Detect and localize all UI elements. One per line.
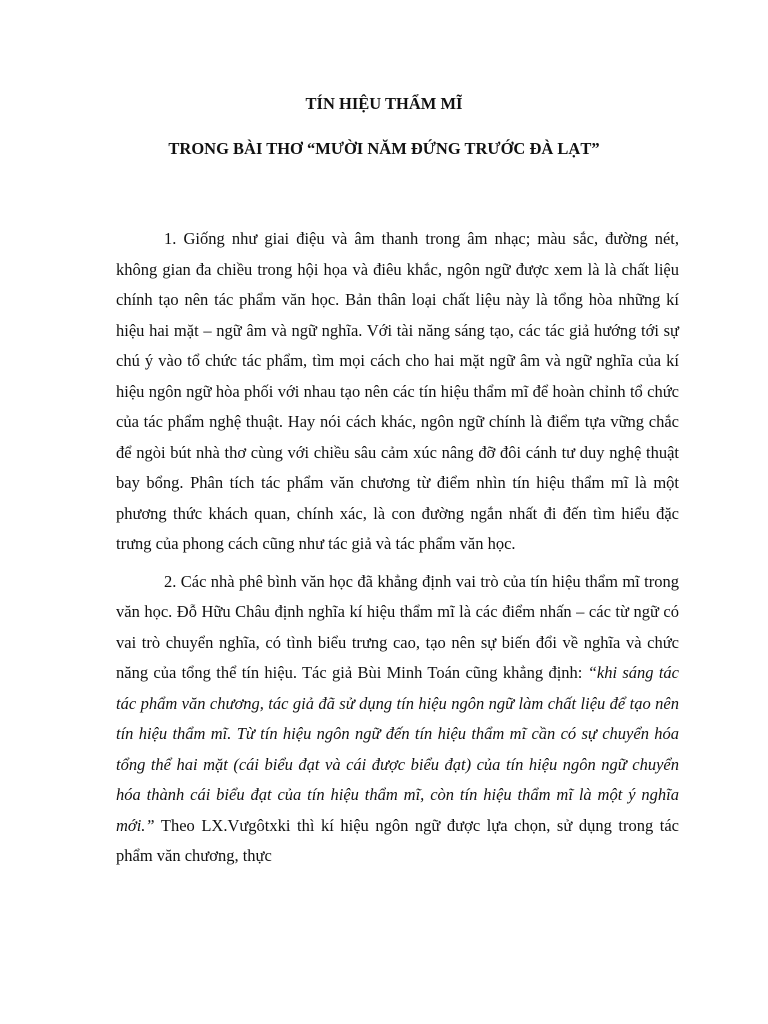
paragraph-1: 1. Giống như giai điệu và âm thanh trong âm nhạc; màu sắc, đường nét, không gian đa chiều trong hội họa và điêu khắc, ngôn ngữ được xem là là chất liệu chính tạo nên tác phẩm văn học. Bản thân loại chất liệu này là tổng hòa những kí hiệu hai mặt – ngữ âm và ngữ nghĩa. Với tài năng sáng tạo, các tác giả hướng tới sự chú ý vào tổ chức tác phẩm, tìm mọi cách cho hai mặt ngữ âm và ngữ nghĩa của kí hiệu ngôn ngữ hòa phối với nhau tạo nên các tín hiệu thẩm mĩ để hoàn chỉnh tổ chức của tác phẩm nghệ thuật. Hay nói cách khác, ngôn ngữ chính là điểm tựa vững chắc để ngòi bút nhà thơ cùng với chiều sâu cảm xúc nâng đỡ đôi cánh tư duy nghệ thuật bay bổng. Phân tích tác phẩm văn chương từ điểm nhìn tín hiệu thẩm mĩ là một phương thức khách quan, chính xác, là con đường ngắn nhất đi đến tìm hiểu đặc trưng của phong cách cũng như tác giả và tác phẩm văn học. [116, 229, 679, 553]
paragraph-2-continuation: Theo LX.Vưgôtxki thì kí hiệu ngôn ngữ được lựa chọn, sử dụng trong tác phẩm văn chương, thực [116, 815, 679, 865]
document-title: TÍN HIỆU THẨM MĨ [305, 94, 463, 113]
paragraph-2-intro: 2. Các nhà phê bình văn học đã khẳng định vai trò của tín hiệu thẩm mĩ trong văn học. Đỗ Hữu Châu định nghĩa kí hiệu thẩm mĩ là các điểm nhấn – các từ ngữ có vai trò chuyển nghĩa, có tình biểu trưng cao, tạo nên sự biến đổi về nghĩa và chức năng của tổng thể tín hiệu. Tác giả Bùi Minh Toán cũng khẳng định: [116, 571, 679, 682]
document-body [116, 224, 679, 872]
document-subtitle: TRONG BÀI THƠ “MƯỜI NĂM ĐỨNG TRƯỚC ĐÀ LẠT” [168, 139, 600, 158]
paragraph-2-quote: “khi sáng tác tác phẩm văn chương, tác giả đã sử dụng tín hiệu ngôn ngữ làm chất liệu để tạo nên tín hiệu thẩm mĩ. Từ tín hiệu ngôn ngữ đến tín hiệu thẩm mĩ cần có sự chuyển hóa tổng thể hai mặt (cái biểu đạt và cái được biểu đạt) của tín hiệu ngôn ngữ chuyển hóa thành cái biểu đạt của tín hiệu thẩm mĩ, còn tín hiệu thẩm mĩ là một ý nghĩa mới.” [116, 663, 679, 835]
paragraph-2 [116, 567, 679, 872]
